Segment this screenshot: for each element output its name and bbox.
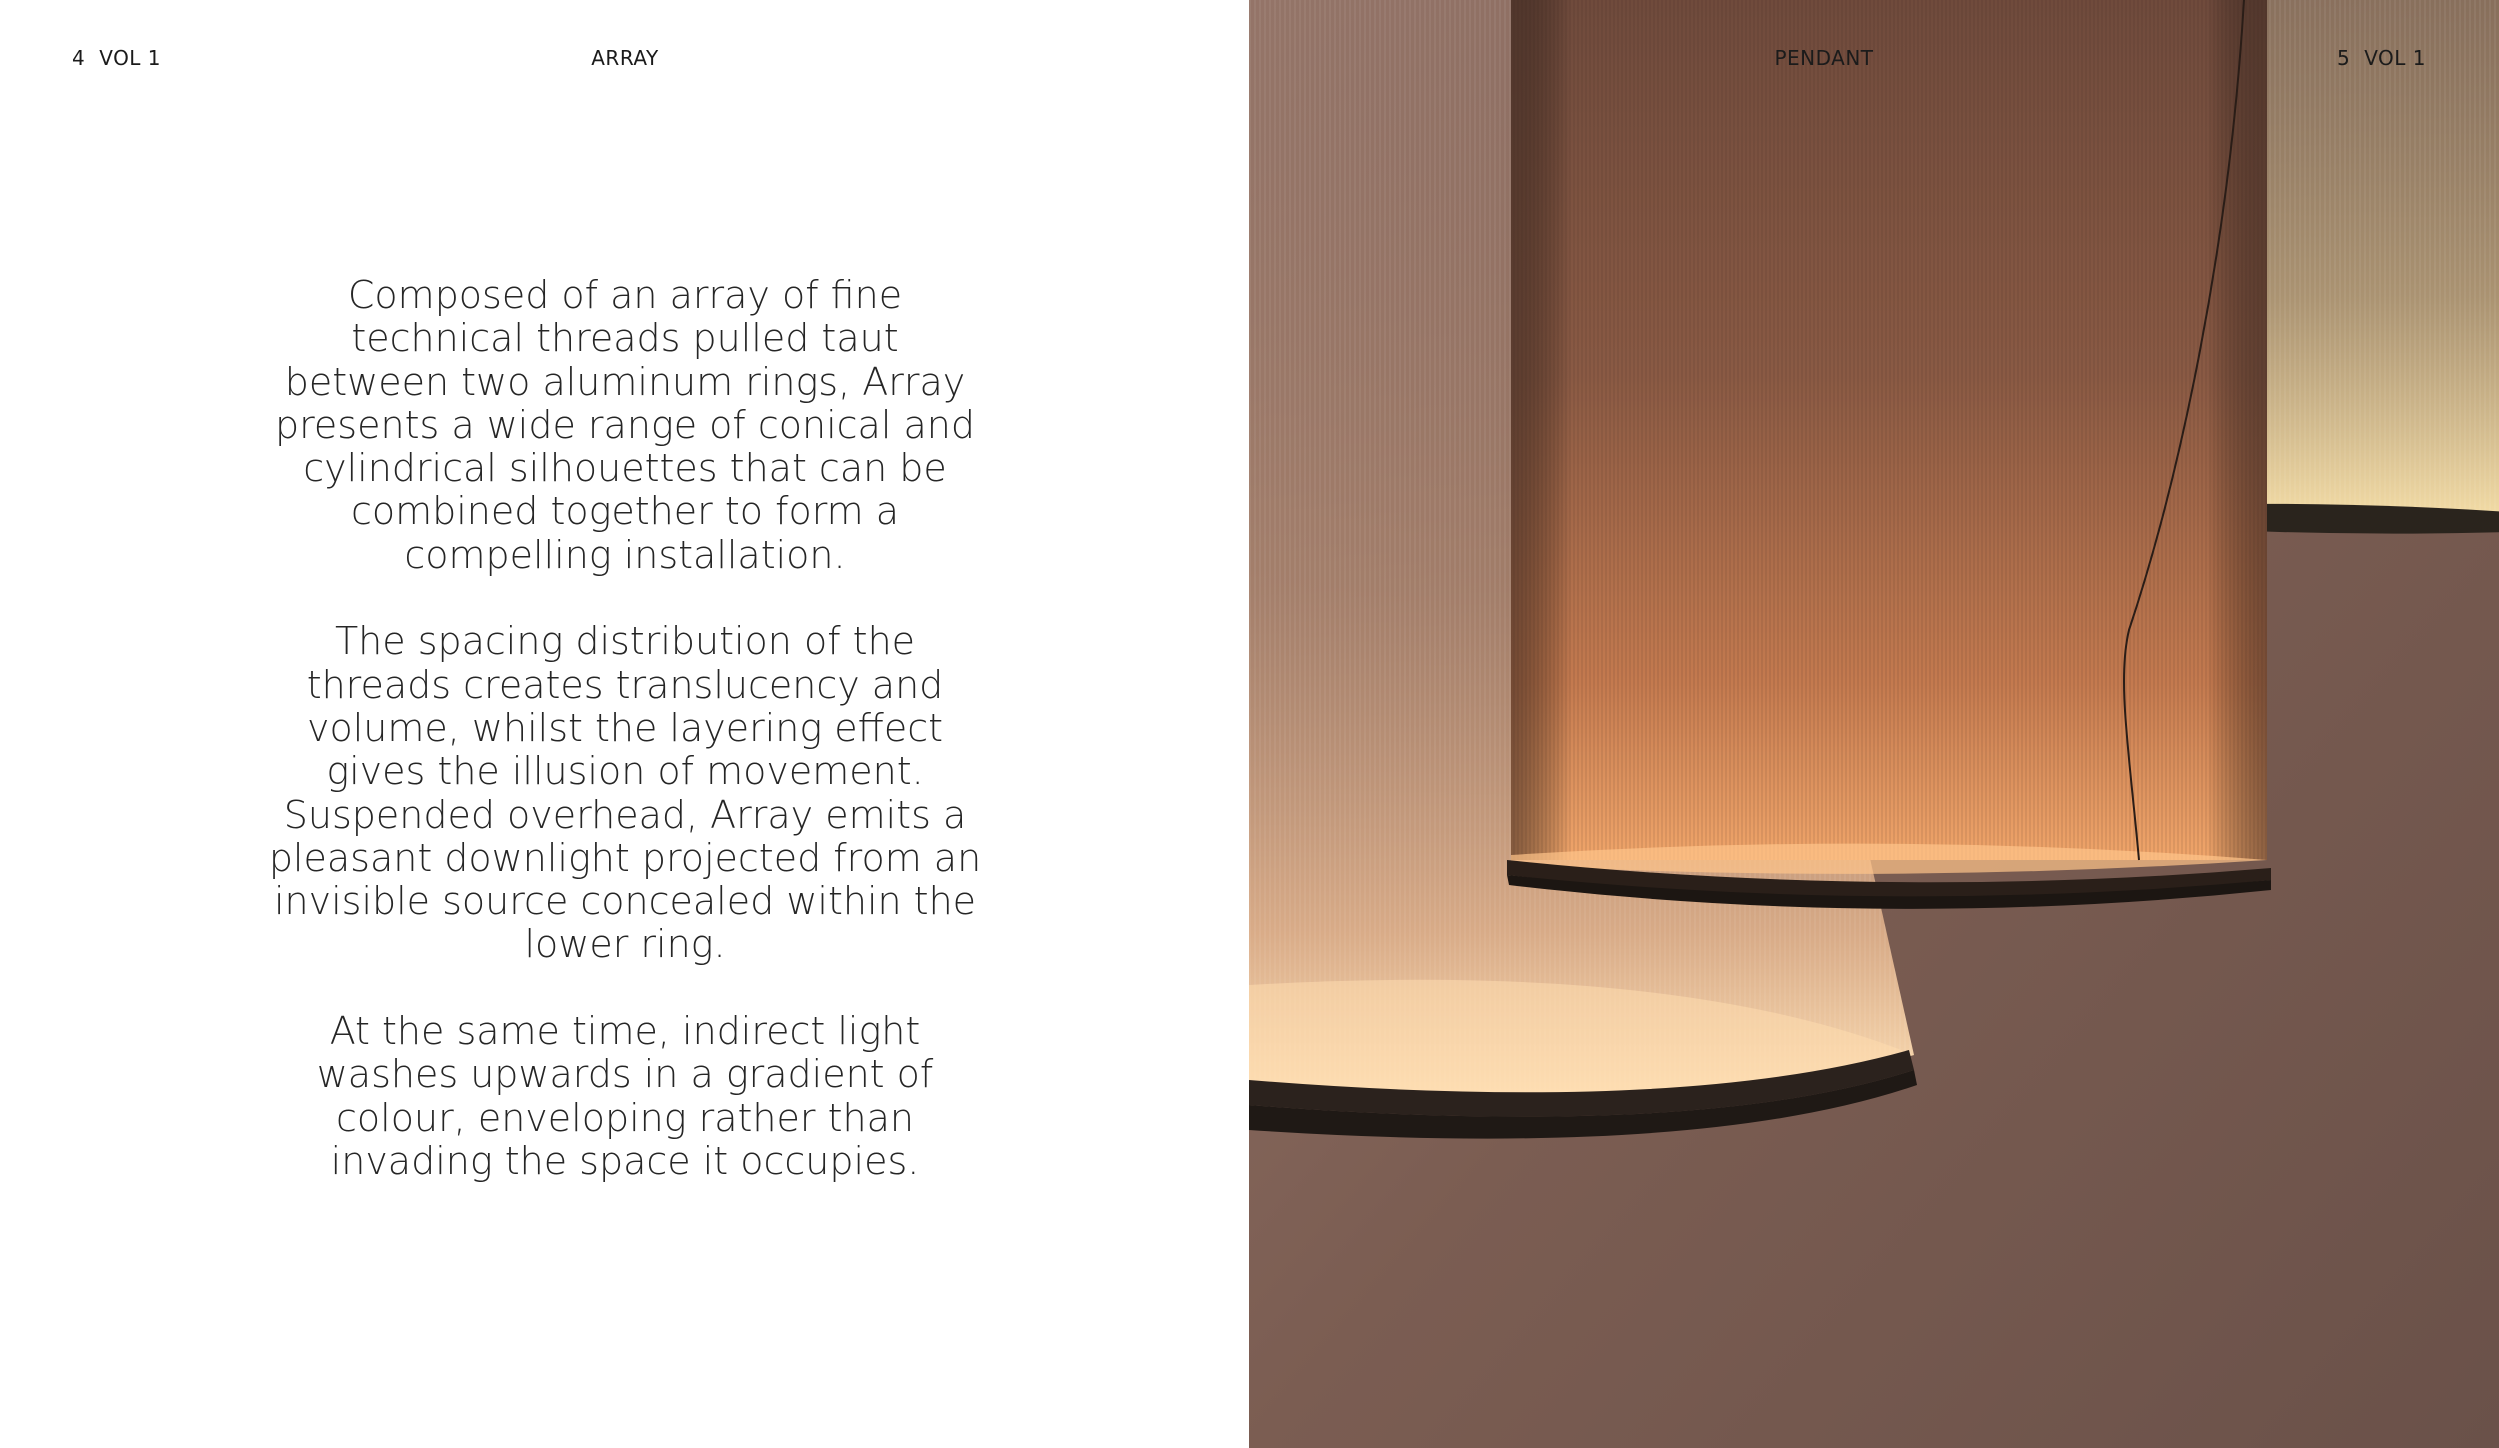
left-folio — [72, 46, 161, 70]
paragraph-2: The spacing distribution of the threads creates translucency and volume, whilst the layering effect gives the illusion of movement. Suspended overhead, Array emits a pleasant downlight projected from an invisible source concealed within the lower ring. — [268, 619, 982, 967]
right-page — [1249, 0, 2499, 1448]
lamp-cylinder — [1507, 0, 2271, 909]
right-page-number: 5 — [2336, 46, 2351, 70]
left-volume-label: VOL 1 — [99, 46, 162, 70]
left-page — [0, 0, 1249, 1448]
right-folio — [2337, 46, 2426, 70]
body-copy — [265, 274, 985, 1183]
pendant-lamps-photo — [1249, 0, 2499, 1448]
paragraph-1: Composed of an array of fine technical threads pulled taut between two aluminum rings, Array presents a wide range of conical and cylindrical silhouettes that can be combined together to form a compelling installation. — [275, 273, 975, 577]
left-page-number: 4 — [72, 46, 86, 70]
paragraph-3: At the same time, indirect light washes upwards in a gradient of colour, enveloping rather than invading the space it occupies. — [316, 1009, 934, 1183]
right-volume-label: VOL 1 — [2364, 46, 2426, 70]
right-section-title: PENDANT — [1774, 46, 1874, 70]
left-section-title: ARRAY — [591, 46, 659, 70]
